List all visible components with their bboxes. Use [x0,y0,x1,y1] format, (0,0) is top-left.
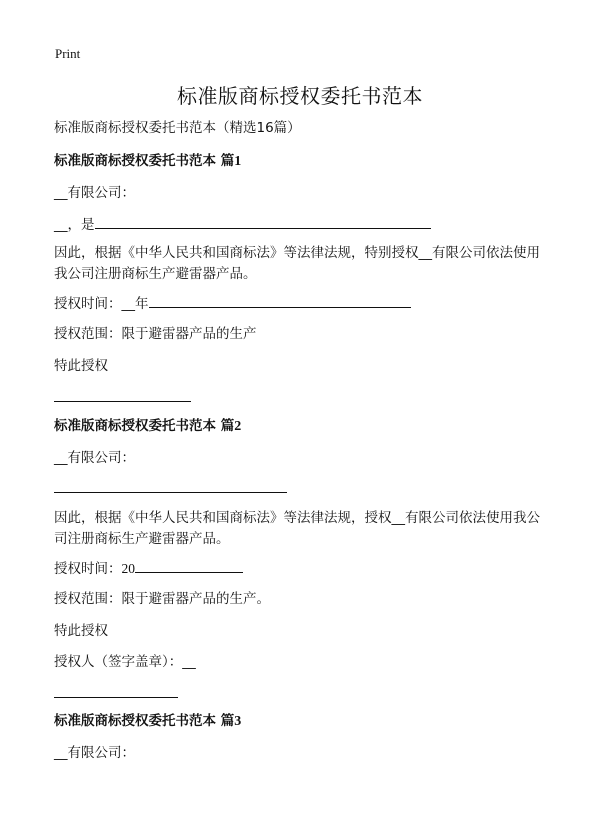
section1-signature-rule [54,401,191,402]
document-title: 标准版商标授权委托书范本 [177,84,423,108]
section1-company-line: __有限公司： [54,185,135,201]
section2-time-line [54,558,243,579]
section2-scope: 授权范围：限于避雷器产品的生产。 [54,591,270,607]
section-heading-1 [54,151,241,172]
section2-time-label: 授权时间： [54,561,122,577]
section1-is-text: __，是 [54,217,95,233]
section-heading-text: 标准版商标授权委托书范本 篇 [54,153,235,169]
section-heading-text: 标准版商标授权委托书范本 篇 [54,418,235,434]
section-heading-number: 2 [234,419,242,434]
section2-company-line: __有限公司： [54,450,135,466]
section2-blank-rule [54,492,287,493]
print-link[interactable]: Print [55,46,81,61]
section2-closing: 特此授权 [54,623,108,639]
section1-time-label: 授权时间：__年 [54,296,149,312]
section-heading-number: 1 [234,154,242,169]
section1-time-line [54,293,411,314]
section2-signer: 授权人（签字盖章）：__ [54,654,196,670]
section1-body: 因此，根据《中华人民共和国商标法》等法律法规，特别授权__有限公司依法使用我公司注册商标生产避雷器产品。 [54,245,540,282]
section-heading-number: 3 [234,714,242,729]
section-heading-3 [54,711,241,732]
section1-closing: 特此授权 [54,358,108,374]
section3-company-line: __有限公司： [54,745,135,761]
section1-is-line [54,214,431,235]
section2-time-blank [135,558,243,573]
section-heading-text: 标准版商标授权委托书范本 篇 [54,713,235,729]
section2-signature-rule [54,697,178,698]
section1-is-blank [95,214,431,229]
section2-body: 因此，根据《中华人民共和国商标法》等法律法规，授权__有限公司依法使用我公司注册商标生产避雷器产品。 [54,510,540,547]
document-subtitle: 标准版商标授权委托书范本（精选16篇） [54,120,301,136]
section-heading-2 [54,416,241,437]
section2-time-year: 20 [121,561,135,576]
section1-scope: 授权范围：限于避雷器产品的生产 [54,326,257,342]
section1-time-blank [149,293,411,308]
